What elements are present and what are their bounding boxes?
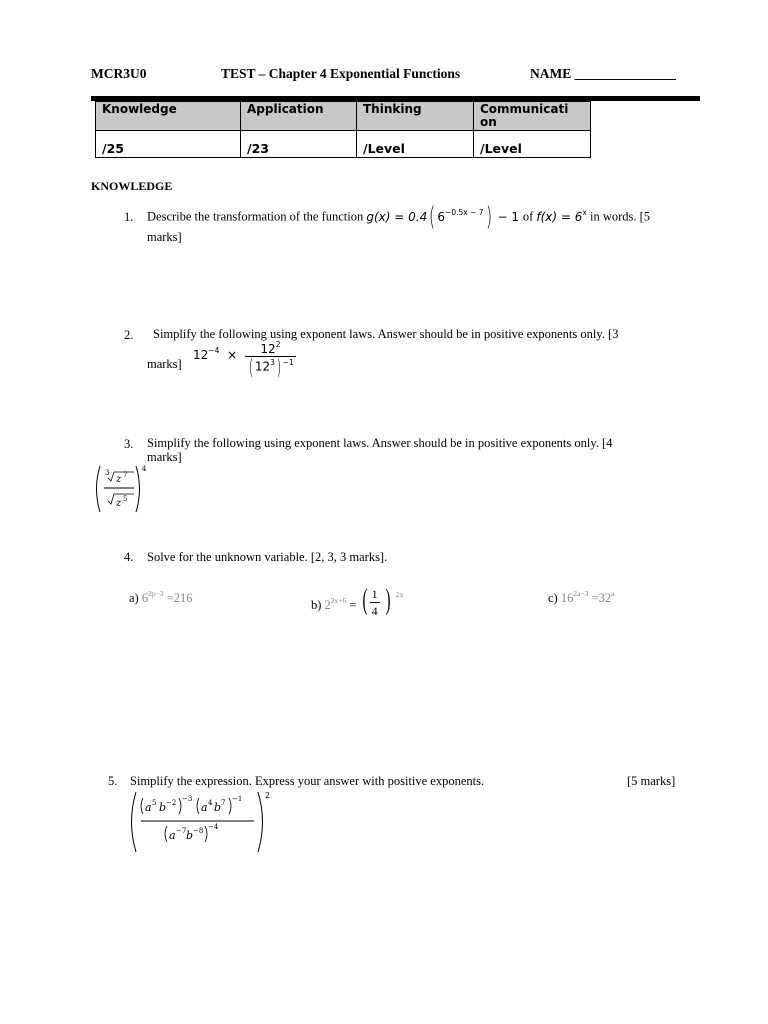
q4b-rhs-exp: 2x — [395, 590, 404, 600]
q4b-rparen: ) — [385, 583, 391, 616]
q5-number: 5. — [108, 774, 118, 788]
q4a-base: 6 — [141, 591, 149, 605]
q1-formula-g — [366, 202, 522, 232]
q4a-rhs: =216 — [166, 591, 193, 605]
q5-formula-graphic — [128, 789, 278, 855]
q2-times: × — [227, 348, 238, 362]
q3-num-index: 3 — [105, 469, 110, 477]
q5-formula — [128, 789, 278, 859]
q5-g3e: −4 — [208, 823, 219, 831]
q4c-rhs-exp: a — [611, 589, 615, 598]
q1-g-exp: −0.5x − 7 — [445, 207, 484, 217]
q1-text-line2: marks] — [147, 230, 182, 244]
q4a-label: a) — [129, 591, 139, 605]
q4-part-a — [129, 590, 193, 608]
q5-g2-lparen — [197, 798, 199, 814]
q2-den-lparen: ( — [248, 355, 254, 379]
q4b-exp: 2x+6 — [330, 596, 347, 606]
q2-num-base: 12 — [260, 342, 276, 356]
q3-formula — [92, 462, 156, 520]
q5-t1e: 5 — [152, 799, 157, 807]
q5-d2: b — [186, 829, 194, 842]
marks-table-score-row — [96, 131, 591, 158]
q4b-frac-num: 1 — [371, 587, 378, 601]
q1-lparen: ( — [429, 202, 436, 232]
q2-a-exp: −4 — [208, 346, 220, 355]
q4c-label: c) — [548, 591, 558, 605]
q4a-equation — [142, 591, 193, 605]
q5-g3-rparen — [205, 826, 207, 842]
q5-d2e: −8 — [193, 827, 204, 835]
q4c-base: 16 — [560, 591, 574, 605]
q1-text-mid: of — [522, 209, 534, 224]
q5-t3e: 4 — [208, 799, 213, 807]
q2-den-base: 12 — [254, 359, 271, 374]
q5-text: Simplify the expression. Express your answer with positive exponents. — [130, 774, 485, 788]
q5-outer-lparen — [132, 792, 137, 852]
q1-text-after: in words. [5 — [589, 209, 651, 224]
q2-a-base: 12 — [193, 348, 209, 362]
q4a-exp: 2p−3 — [148, 589, 164, 598]
q4-text: Solve for the unknown variable. [2, 3, 3 marks]. — [147, 550, 388, 564]
score-communication[interactable]: /Level — [474, 131, 591, 158]
q3-num-exp: 7 — [123, 471, 128, 479]
q5-t2e: −2 — [166, 799, 177, 807]
q5-g2e: −1 — [232, 795, 243, 803]
q3-den-exp: 5 — [123, 495, 128, 503]
q5-outer-exp: 2 — [265, 791, 271, 800]
q4b-fraction — [360, 583, 393, 619]
q3-outer-exp: 4 — [142, 465, 147, 473]
q2-num-exp: 2 — [275, 340, 281, 349]
section-title: KNOWLEDGE — [91, 179, 173, 193]
q1-rparen: ) — [485, 202, 492, 232]
header-communication: Communicati on — [474, 102, 591, 131]
q5-g1-lparen — [141, 798, 143, 814]
header-thinking: Thinking — [357, 102, 474, 131]
q1-text — [147, 202, 687, 232]
q5-outer-rparen — [258, 792, 263, 852]
q5-t2: b — [159, 801, 167, 814]
q1-f-exp: x — [582, 207, 587, 217]
q2-formula — [193, 342, 296, 377]
q5-g1-rparen — [179, 798, 181, 814]
q4b-lparen: ( — [362, 583, 368, 616]
q4b-frac-body — [370, 586, 380, 619]
q3-num-radicand: z — [116, 474, 122, 485]
q2-denominator — [245, 357, 296, 377]
q1-text-before: Describe the transformation of the function — [147, 209, 364, 224]
q3-rparen — [136, 466, 140, 512]
course-code: MCR3U0 — [91, 66, 147, 81]
q4b-label: b) — [311, 598, 322, 613]
q5-d1e: −7 — [176, 827, 187, 835]
q5-t1: a — [145, 801, 152, 814]
marks-table — [95, 101, 591, 158]
q5-marks: [5 marks] — [627, 774, 676, 788]
q4c-equation — [561, 591, 615, 605]
q5-d1: a — [169, 829, 176, 842]
q1-g-lhs: g(x) = 0.4 — [366, 209, 428, 224]
q2-den-inner-exp: 3 — [270, 357, 275, 367]
q4c-exp: 2a−3 — [573, 589, 589, 598]
q1-g-tail: − 1 — [497, 209, 520, 224]
q3-lparen — [97, 466, 101, 512]
q2-den-rparen: ) — [276, 355, 282, 379]
q2-den-outer-exp: −1 — [282, 357, 294, 367]
test-title: TEST – Chapter 4 Exponential Functions — [221, 66, 461, 81]
score-knowledge[interactable]: /25 — [96, 131, 241, 158]
q2-fraction — [245, 342, 296, 377]
q4-part-c — [548, 590, 614, 608]
q2-number: 2. — [124, 328, 134, 342]
q5-t4: b — [214, 801, 222, 814]
score-thinking[interactable]: /Level — [357, 131, 474, 158]
q1-number: 1. — [124, 210, 134, 224]
header-application: Application — [241, 102, 357, 131]
q3-text-line2: marks] — [147, 450, 182, 464]
q5-t4e: 7 — [221, 799, 226, 807]
q4b-base: 2 — [324, 598, 331, 613]
q2-text: Simplify the following using exponent laws. Answer should be in positive exponents only. [3 — [153, 327, 619, 341]
q3-number: 3. — [124, 437, 134, 451]
q1-formula-f — [536, 207, 587, 224]
test-header — [91, 66, 701, 86]
q4-part-b — [311, 580, 404, 618]
q5-t3: a — [201, 801, 208, 814]
q4b-equals: = — [349, 598, 357, 613]
q4b-frac-den: 4 — [371, 604, 378, 618]
score-application[interactable]: /23 — [241, 131, 357, 158]
q3-text: Simplify the following using exponent laws. Answer should be in positive exponents only. [4 — [147, 436, 613, 450]
q1-f-lhs: f(x) = 6 — [536, 209, 583, 224]
q3-den-radicand: z — [116, 498, 122, 509]
name-field-label[interactable]: NAME _______________ — [530, 66, 676, 81]
marks-table-header-row — [96, 102, 591, 131]
q5-g2-rparen — [229, 798, 231, 814]
q4b-lhs — [325, 598, 347, 612]
q5-g1e: −3 — [182, 795, 193, 803]
q3-formula-graphic — [92, 462, 156, 516]
q4c-rhs: =32 — [591, 591, 612, 605]
q5-g3-lparen — [165, 826, 167, 842]
q4-number: 4. — [124, 550, 134, 564]
header-knowledge: Knowledge — [96, 102, 241, 131]
q1-g-base: 6 — [437, 209, 446, 224]
q2-text-line2: marks] — [147, 357, 182, 371]
